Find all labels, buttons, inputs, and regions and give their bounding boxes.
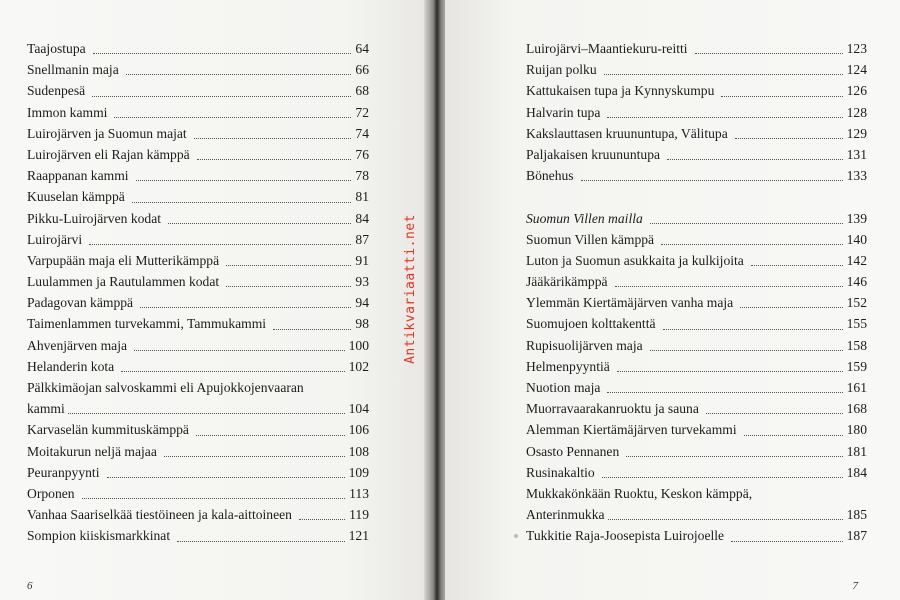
toc-entry-page-number: 93 xyxy=(355,274,369,290)
toc-entry xyxy=(526,356,867,377)
toc-entry xyxy=(27,250,369,271)
toc-section-heading xyxy=(526,208,867,229)
toc-entry-title: Suomujoen kolttakenttä xyxy=(526,316,656,332)
toc-entry-page-number: 180 xyxy=(846,422,867,438)
toc-entry-page-number: 94 xyxy=(355,295,369,311)
toc-entry xyxy=(27,313,369,334)
toc-entry-page-number: 74 xyxy=(355,125,369,141)
toc-entry xyxy=(27,271,369,292)
toc-entry xyxy=(526,377,867,398)
page-number-left: 6 xyxy=(27,580,33,592)
dot-leader xyxy=(197,159,351,160)
toc-entry xyxy=(27,356,369,377)
toc-entry-title: Luirojärvi xyxy=(27,231,83,247)
bullet-mark xyxy=(514,534,518,538)
toc-entry xyxy=(27,165,369,186)
dot-leader xyxy=(126,74,351,75)
toc-entry-title: Pälkkimäojan salvoskammi eli Apujokkojenvaaran xyxy=(27,380,304,395)
toc-entry xyxy=(27,504,369,525)
toc-entry-page-number: 68 xyxy=(355,83,369,99)
toc-entry-page-number: 119 xyxy=(349,507,369,523)
toc-entry-title: Ylemmän Kiertämäjärven vanha maja xyxy=(526,295,734,311)
dot-leader xyxy=(164,456,345,457)
dot-leader xyxy=(194,138,351,139)
toc-entry-page-number: 140 xyxy=(846,231,867,247)
dot-leader xyxy=(68,413,345,414)
dot-leader xyxy=(132,202,351,203)
toc-entry-page-number: 161 xyxy=(846,380,867,395)
toc-entry-page-number: 104 xyxy=(348,401,369,417)
toc-entry-title: Luirojärvi–Maantiekuru-reitti xyxy=(526,41,688,56)
dot-leader xyxy=(136,180,351,181)
toc-entry-title: Kuuselan kämppä xyxy=(27,189,125,205)
toc-entry xyxy=(27,123,369,144)
toc-entry-page-number: 81 xyxy=(355,189,369,205)
dot-leader xyxy=(706,413,843,414)
toc-entry xyxy=(27,38,369,59)
toc-entry-title: Bönehus xyxy=(526,168,574,184)
dot-leader xyxy=(731,541,843,542)
toc-entry-title: Tukkitie Raja-Joosepista Luirojoelle xyxy=(526,528,725,544)
toc-entry-title: Raappanan kammi xyxy=(27,168,129,184)
toc-entry-title: Ahvenjärven maja xyxy=(27,337,128,353)
dot-leader xyxy=(615,286,843,287)
dot-leader xyxy=(114,117,351,118)
toc-entry xyxy=(27,462,369,483)
toc-entry xyxy=(526,419,867,440)
toc-entry-page-number: 102 xyxy=(348,358,369,374)
toc-entry-title: Kattukaisen tupa ja Kynnyskumpu xyxy=(526,83,715,99)
toc-entry-title: Taimenlammen turvekammi, Tammukammi xyxy=(27,316,267,332)
toc-entry xyxy=(526,59,867,80)
toc-entry-page-number: 139 xyxy=(846,210,867,226)
toc-entry-page-number: 121 xyxy=(348,528,369,544)
dot-leader xyxy=(226,286,351,287)
toc-entry-title: Muorravaarakanruoktu ja sauna xyxy=(526,401,699,417)
toc-entry-title: Halvarin tupa xyxy=(526,104,601,120)
toc-entry-page-number: 72 xyxy=(355,104,369,120)
toc-entry-title: Helmenpyyntiä xyxy=(526,358,610,374)
toc-entry xyxy=(526,335,867,356)
dot-leader xyxy=(89,244,351,245)
toc-gap xyxy=(526,186,867,207)
dot-leader xyxy=(196,435,345,436)
toc-entry-page-number: 106 xyxy=(348,422,369,438)
toc-entry-title: Helanderin kota xyxy=(27,358,115,374)
toc-entry-title: Peuranpyynti xyxy=(27,464,100,480)
toc-entry-title: Luulammen ja Rautulammen kodat xyxy=(27,274,220,290)
dot-leader xyxy=(721,96,843,97)
toc-entry-page-number: 168 xyxy=(846,401,867,417)
dot-leader xyxy=(299,519,345,520)
dot-leader xyxy=(744,435,843,436)
toc-entry-page-number: 108 xyxy=(348,443,369,459)
toc-entry xyxy=(27,292,369,313)
watermark: Antikvariaatti.net xyxy=(403,214,418,364)
dot-leader xyxy=(735,138,843,139)
toc-entry-title: Snellmanin maja xyxy=(27,62,119,78)
toc-entry-title: Pikku-Luirojärven kodat xyxy=(27,210,162,226)
toc-entry-page-number: 133 xyxy=(846,168,867,184)
dot-leader xyxy=(168,223,351,224)
toc-entry-page-number: 123 xyxy=(846,41,867,56)
dot-leader xyxy=(581,180,843,181)
dot-leader xyxy=(140,307,351,308)
toc-entry-page-number: 187 xyxy=(846,528,867,544)
dot-leader xyxy=(93,53,351,54)
page-number-right: 7 xyxy=(852,580,858,592)
toc-entry-title: Padagovan kämppä xyxy=(27,295,134,311)
toc-entry-page-number: 158 xyxy=(846,337,867,353)
toc-entry-title: Suomun Villen mailla xyxy=(526,210,643,226)
toc-entry xyxy=(27,80,369,101)
toc-entry-page-number: 78 xyxy=(355,168,369,184)
dot-leader xyxy=(82,498,345,499)
toc-entry-title: Kakslauttasen kruununtupa, Välitupa xyxy=(526,125,728,141)
dot-leader xyxy=(607,392,843,393)
dot-leader xyxy=(650,350,843,351)
toc-entry xyxy=(526,483,867,525)
toc-entry-title: Sudenpesä xyxy=(27,83,86,99)
toc-entry-title: Immon kammi xyxy=(27,104,108,120)
toc-entry-page-number: 126 xyxy=(846,83,867,99)
toc-entry-title: Sompion kiiskismarkkinat xyxy=(27,528,171,544)
toc-entry-page-number: 76 xyxy=(355,146,369,162)
toc-entry-title-continued: kammi xyxy=(27,401,65,417)
toc-entry-page-number: 142 xyxy=(846,252,867,268)
toc-entry-page-number: 159 xyxy=(846,358,867,374)
toc-entry-page-number: 152 xyxy=(846,295,867,311)
toc-entry xyxy=(27,525,369,546)
toc-entry xyxy=(27,144,369,165)
toc-entry xyxy=(526,313,867,334)
dot-leader xyxy=(134,350,345,351)
dot-leader xyxy=(177,541,345,542)
toc-entry-title: Taajostupa xyxy=(27,41,86,56)
dot-leader xyxy=(661,244,843,245)
toc-entry xyxy=(526,229,867,250)
toc-entry-title: Luirojärven eli Rajan kämppä xyxy=(27,146,190,162)
toc-entry-title: Alemman Kiertämäjärven turvekammi xyxy=(526,422,737,438)
dot-leader xyxy=(617,371,843,372)
toc-entry xyxy=(526,123,867,144)
toc-entry xyxy=(526,38,867,59)
toc-entry-page-number: 129 xyxy=(846,125,867,141)
left-page xyxy=(0,0,430,600)
toc-entry xyxy=(526,462,867,483)
toc-entry-title: Jääkärikämppä xyxy=(526,274,608,290)
toc-entry-title: Ruijan polku xyxy=(526,62,597,78)
dot-leader xyxy=(273,329,351,330)
toc-entry xyxy=(27,186,369,207)
toc-list-left xyxy=(27,38,369,547)
toc-entry-title: Luton ja Suomun asukkaita ja kulkijoita xyxy=(526,252,744,268)
dot-leader xyxy=(608,519,843,520)
toc-entry xyxy=(526,144,867,165)
toc-entry-page-number: 91 xyxy=(355,252,369,268)
dot-leader xyxy=(626,456,843,457)
toc-entry-page-number: 146 xyxy=(846,274,867,290)
toc-entry xyxy=(27,102,369,123)
dot-leader xyxy=(740,307,843,308)
toc-entry-title: Rusinakaltio xyxy=(526,464,595,480)
toc-list-right xyxy=(526,38,867,547)
toc-entry-page-number: 98 xyxy=(355,316,369,332)
toc-entry-page-number: 100 xyxy=(348,337,369,353)
dot-leader xyxy=(602,477,843,478)
toc-entry-page-number: 109 xyxy=(348,464,369,480)
toc-entry-title: Karvaselän kummituskämppä xyxy=(27,422,189,438)
toc-entry xyxy=(27,441,369,462)
toc-entry xyxy=(526,292,867,313)
toc-entry-title: Vanhaa Saariselkää tiestöineen ja kala-aittoineen xyxy=(27,507,292,523)
right-page xyxy=(445,0,900,600)
toc-entry xyxy=(526,102,867,123)
toc-entry xyxy=(526,80,867,101)
toc-entry-page-number: 128 xyxy=(846,104,867,120)
toc-entry-page-number: 66 xyxy=(355,62,369,78)
dot-leader xyxy=(650,223,843,224)
toc-entry-title: Varpupään maja eli Mutterikämppä xyxy=(27,252,220,268)
toc-entry-page-number: 184 xyxy=(846,464,867,480)
toc-entry-page-number: 155 xyxy=(846,316,867,332)
toc-entry xyxy=(526,525,867,546)
toc-entry-title: Orponen xyxy=(27,485,75,501)
toc-entry-title: Luirojärven ja Suomun majat xyxy=(27,125,187,141)
toc-entry-page-number: 87 xyxy=(355,231,369,247)
dot-leader xyxy=(607,117,843,118)
toc-entry-title: Nuotion maja xyxy=(526,380,601,395)
toc-entry xyxy=(526,441,867,462)
toc-entry xyxy=(27,208,369,229)
toc-entry-page-number: 84 xyxy=(355,210,369,226)
toc-entry-title: Rupisuolijärven maja xyxy=(526,337,643,353)
toc-entry-page-number: 185 xyxy=(846,507,867,523)
toc-entry-title: Paljakaisen kruununtupa xyxy=(526,146,661,162)
toc-entry-title: Osasto Pennanen xyxy=(526,443,620,459)
dot-leader xyxy=(667,159,843,160)
dot-leader xyxy=(121,371,345,372)
dot-leader xyxy=(92,96,351,97)
toc-entry-title: Suomun Villen kämppä xyxy=(526,231,655,247)
toc-entry xyxy=(27,377,369,419)
dot-leader xyxy=(751,265,843,266)
dot-leader xyxy=(695,53,843,54)
toc-entry xyxy=(27,229,369,250)
dot-leader xyxy=(107,477,345,478)
toc-entry xyxy=(27,419,369,440)
toc-entry-page-number: 131 xyxy=(846,146,867,162)
toc-entry-page-number: 124 xyxy=(846,62,867,78)
toc-entry xyxy=(526,398,867,419)
dot-leader xyxy=(663,329,843,330)
toc-entry-page-number: 181 xyxy=(846,443,867,459)
toc-entry-title-continued: Anterinmukka xyxy=(526,507,605,523)
toc-entry xyxy=(27,335,369,356)
toc-entry xyxy=(526,250,867,271)
dot-leader xyxy=(226,265,351,266)
toc-entry-page-number: 113 xyxy=(349,485,369,501)
toc-entry-title: Moitakurun neljä majaa xyxy=(27,443,157,459)
toc-entry xyxy=(27,483,369,504)
toc-entry-title: Mukkakönkään Ruoktu, Keskon kämppä, xyxy=(526,485,753,501)
toc-entry-page-number: 64 xyxy=(355,41,369,56)
toc-entry xyxy=(27,59,369,80)
toc-entry xyxy=(526,271,867,292)
toc-entry xyxy=(526,165,867,186)
dot-leader xyxy=(604,74,843,75)
